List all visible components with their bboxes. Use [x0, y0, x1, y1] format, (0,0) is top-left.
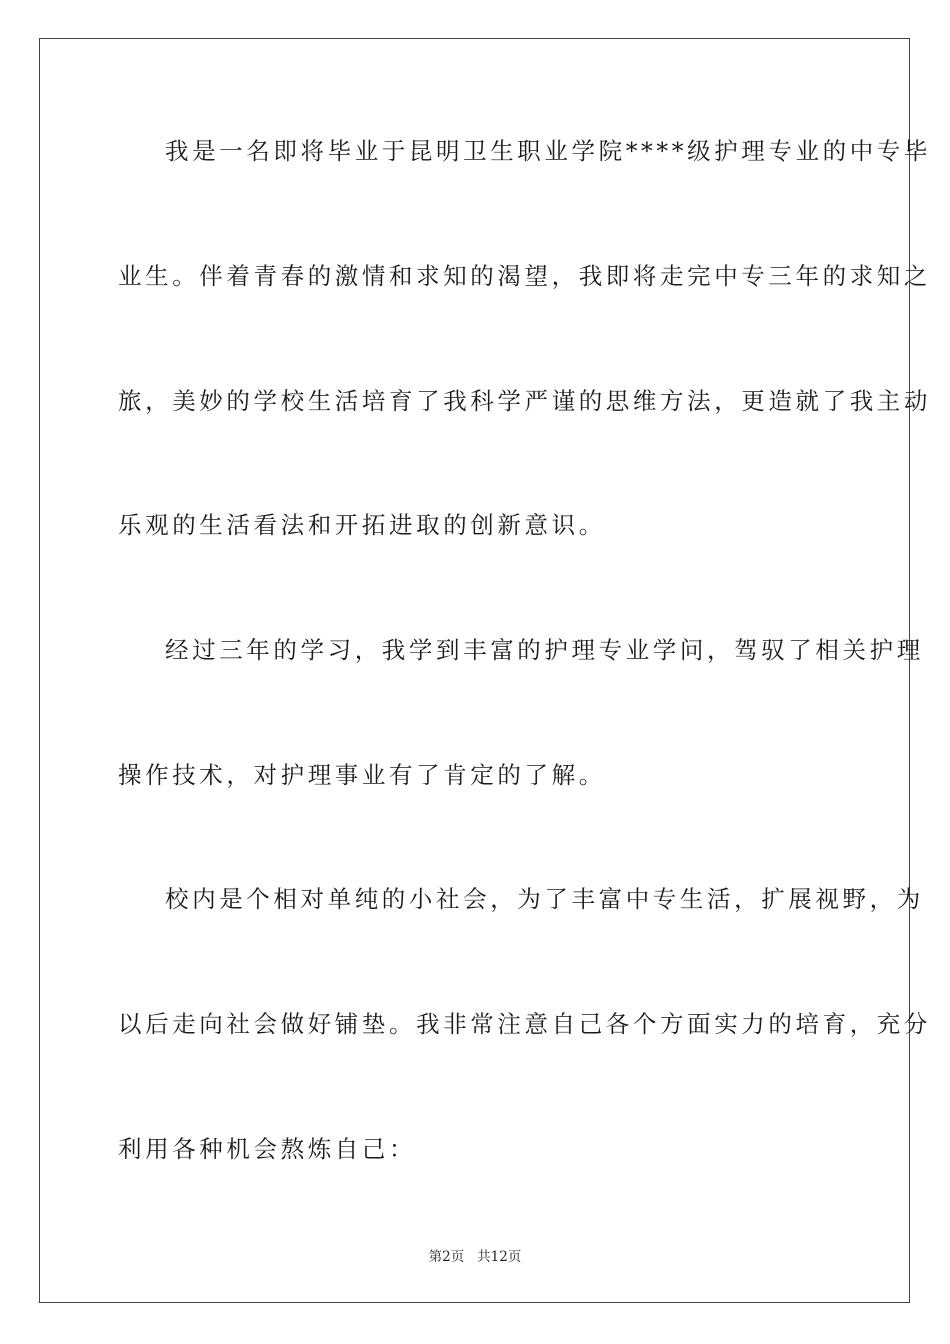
paragraph-3-line-1: 校内是个相对单纯的小社会，为了丰富中专生活，扩展视野，为: [165, 885, 924, 913]
paragraph-2-line-2: 操作技术，对护理事业有了肯定的了解。: [118, 761, 606, 789]
paragraph-3-line-3: 利用各种机会熬炼自己：: [118, 1135, 417, 1163]
paragraph-1-line-1: 我是一名即将毕业于昆明卫生职业学院****级护理专业的中专毕: [165, 137, 931, 165]
page-footer: [0, 1247, 950, 1267]
page-number: 第2页: [428, 1249, 465, 1265]
paragraph-1-line-2: 业生。伴着青春的激情和求知的渴望，我即将走完中专三年的求知之: [118, 262, 931, 290]
paragraph-1-line-4: 乐观的生活看法和开拓进取的创新意识。: [118, 511, 606, 539]
page-border: [39, 38, 931, 1303]
paragraph-2-line-1: 经过三年的学习，我学到丰富的护理专业学问，驾驭了相关护理: [165, 636, 924, 664]
total-pages: 共12页: [477, 1249, 522, 1265]
footer-gap: [464, 1249, 477, 1265]
paragraph-1-line-3: 旅，美妙的学校生活培育了我科学严谨的思维方法，更造就了我主动: [118, 387, 931, 415]
paragraph-3-line-2: 以后走向社会做好铺垫。我非常注意自己各个方面实力的培育，充分: [118, 1010, 931, 1038]
